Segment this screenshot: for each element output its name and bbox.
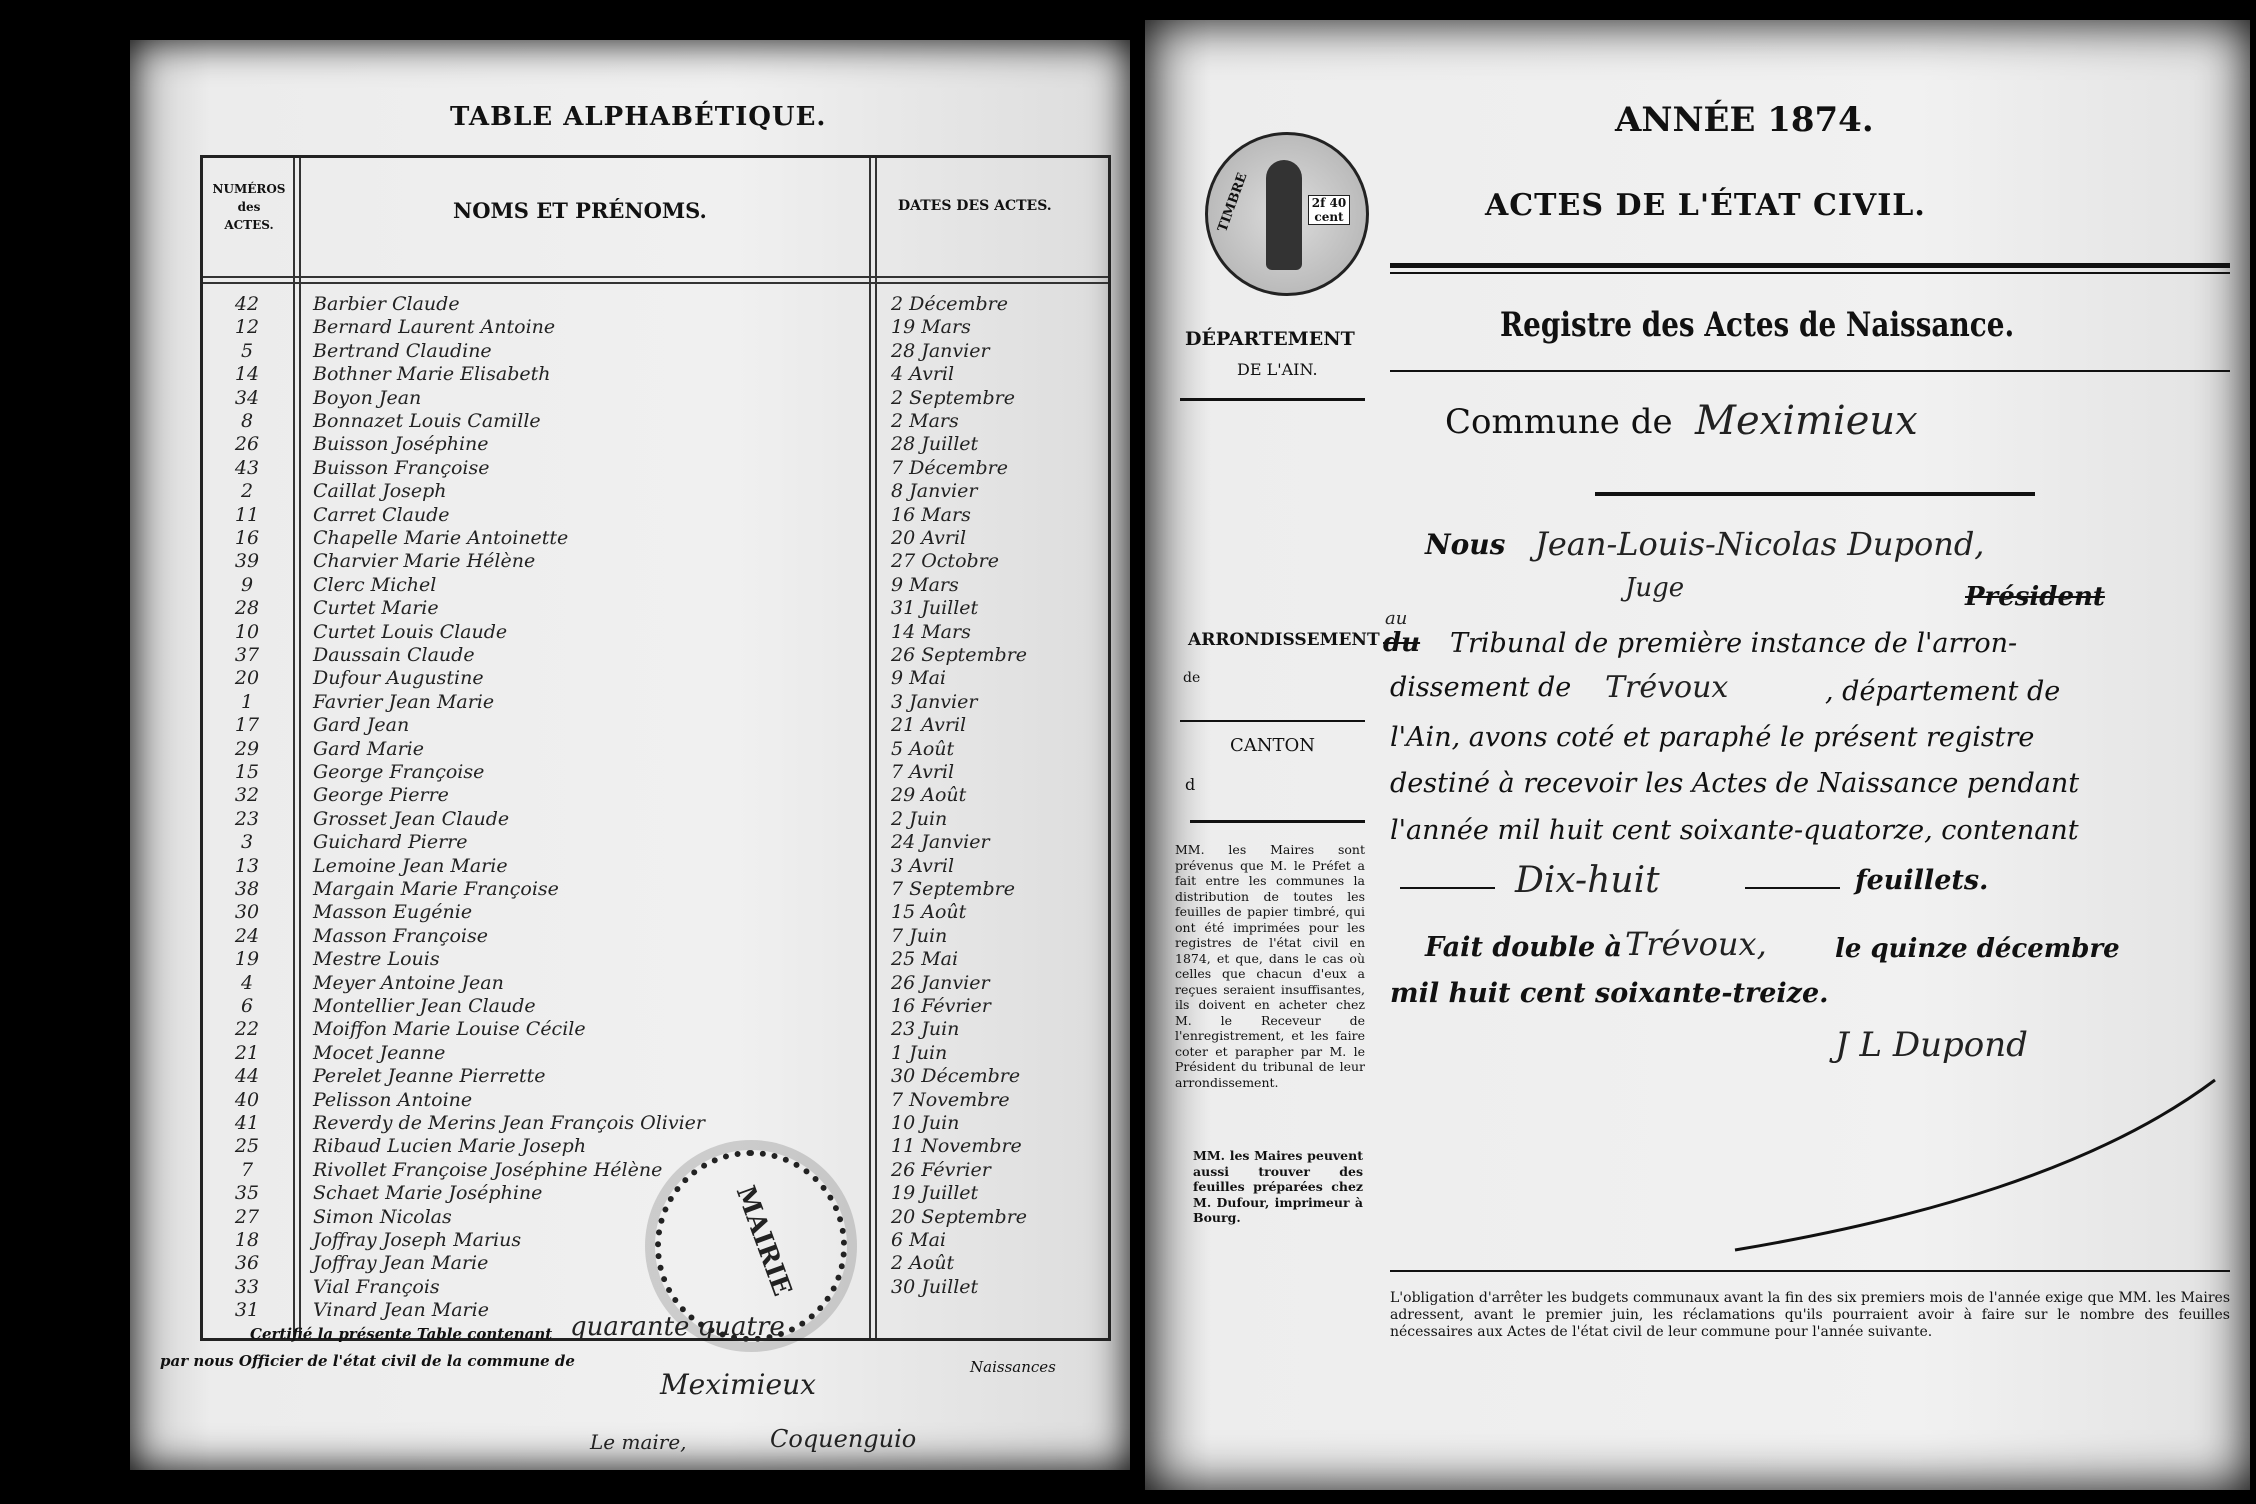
signature-flourish: [1715, 1060, 2235, 1260]
table-row: [203, 1018, 1108, 1043]
act-number: 12: [234, 316, 260, 339]
act-number: 36: [234, 1252, 260, 1275]
person-name: Rivollet Françoise Joséphine Hélène: [313, 1158, 663, 1181]
act-number: 31: [234, 1299, 260, 1322]
person-name: Curtet Marie: [313, 597, 439, 620]
line-ain: l'Ain, avons coté et paraphé le présent registre: [1390, 722, 2035, 753]
bottom-note: L'obligation d'arrêter les budgets communaux avant la fin des six premiers mois de l'année exige que MM. les Maires adressent, avant le premier juin, les réclamations qu'ils pourraient avoir à faire sur le nombre des feuilles nécessaires aux Actes de l'état civil de leur commune pour l'année suivante.: [1390, 1290, 2230, 1340]
person-name: Mocet Jeanne: [313, 1041, 446, 1064]
timbre-value: 2f 40 cent: [1308, 195, 1350, 225]
act-date: 3 Avril: [891, 854, 955, 877]
dix-huit-handwritten: Dix-huit: [1515, 860, 1660, 901]
table-row: [203, 855, 1108, 880]
act-date: 9 Mars: [891, 573, 959, 596]
act-number: 18: [234, 1229, 260, 1251]
act-number: 33: [234, 1275, 260, 1298]
act-date: 7 Décembre: [891, 456, 1008, 479]
table-row: [203, 1276, 1108, 1301]
de-l-ain-label: DE L'AIN.: [1237, 360, 1318, 379]
act-date: 26 Septembre: [891, 644, 1028, 666]
act-date: 20 Avril: [891, 527, 967, 549]
table-row: [203, 1042, 1108, 1067]
table-row: [203, 363, 1108, 388]
act-number: 42: [234, 293, 260, 315]
act-number: 7: [240, 1158, 254, 1181]
person-name: Schaet Marie Joséphine: [313, 1182, 543, 1205]
person-name: Margain Marie Françoise: [313, 878, 559, 900]
act-number: 15: [234, 761, 260, 783]
act-date: 5 Août: [891, 737, 955, 760]
table-rows: [203, 293, 1108, 1333]
act-date: 28 Janvier: [891, 339, 990, 362]
table-row: [203, 1206, 1108, 1231]
act-date: 8 Janvier: [891, 480, 978, 503]
act-number: 24: [234, 924, 260, 947]
nous-label: Nous: [1425, 528, 1506, 561]
person-name: Moiffon Marie Louise Cécile: [313, 1018, 586, 1041]
commune-handwritten: Meximieux: [660, 1368, 816, 1401]
feuillets-label: feuillets.: [1855, 865, 1989, 896]
act-number: 21: [234, 1041, 260, 1064]
act-date: 26 Février: [891, 1158, 991, 1181]
justice-figure-icon: [1266, 160, 1302, 270]
act-date: 25 Mai: [891, 948, 959, 971]
act-number: 20: [234, 667, 260, 690]
act-date: 11 Novembre: [891, 1135, 1022, 1158]
person-name: Montellier Jean Claude: [313, 995, 536, 1017]
person-name: Buisson Françoise: [313, 456, 490, 479]
person-name: George Pierre: [313, 784, 449, 807]
president-struck: Président: [1965, 582, 2105, 612]
act-number: 14: [234, 363, 260, 386]
stamp-text: MAIRIE: [729, 1181, 798, 1301]
act-date: 27 Octobre: [891, 550, 999, 573]
act-number: 10: [234, 620, 260, 643]
header-names: NOMS ET PRÉNOMS.: [453, 198, 707, 223]
table-row: [203, 1089, 1108, 1114]
table-row: [203, 550, 1108, 575]
header-dates: DATES DES ACTES.: [898, 198, 1052, 214]
act-number: 39: [234, 550, 260, 573]
act-date: 2 Août: [891, 1252, 955, 1275]
act-date: 7 Juin: [891, 924, 948, 947]
act-number: 28: [234, 597, 260, 620]
fait-double: Fait double à: [1425, 932, 1623, 963]
table-row: [203, 901, 1108, 926]
person-name: Guichard Pierre: [313, 831, 468, 854]
line-destine: destiné à recevoir les Actes de Naissance pendant: [1390, 768, 2080, 799]
act-date: 2 Juin: [891, 807, 948, 830]
juge-handwritten: Juge: [1625, 573, 1685, 603]
right-page: [1145, 20, 2250, 1490]
act-number: 4: [240, 971, 254, 994]
act-number: 30: [234, 901, 260, 924]
commune-label: Commune de: [1445, 402, 1673, 442]
canton-label: CANTON: [1230, 735, 1316, 756]
header-numbers: NUMÉROS des ACTES.: [212, 182, 286, 232]
table-row: [203, 714, 1108, 739]
act-date: 3 Janvier: [891, 690, 978, 713]
table-row: [203, 972, 1108, 997]
act-number: 13: [234, 854, 260, 877]
person-name: Charvier Marie Hélène: [313, 550, 536, 573]
act-number: 11: [234, 503, 260, 526]
act-date: 20 Septembre: [891, 1205, 1028, 1228]
act-number: 2: [240, 480, 254, 503]
act-date: 10 Juin: [891, 1112, 960, 1134]
table-row: [203, 644, 1108, 669]
act-number: 19: [234, 948, 260, 971]
person-name: Vinard Jean Marie: [313, 1299, 489, 1322]
act-date: 30 Juillet: [891, 1275, 979, 1298]
act-date: 16 Février: [891, 995, 991, 1017]
alphabetical-table: [200, 155, 1111, 1341]
line-annee: l'année mil huit cent soixante-quatorze, contenant: [1390, 815, 2079, 846]
table-row: [203, 925, 1108, 950]
act-date: 6 Mai: [891, 1229, 946, 1251]
year: ANNÉE 1874.: [1615, 100, 1874, 140]
table-row: [203, 527, 1108, 552]
table-row: [203, 995, 1108, 1020]
person-name: Chapelle Marie Antoinette: [313, 527, 569, 549]
quinze-decembre: le quinze décembre: [1835, 934, 2120, 964]
person-name: Bonnazet Louis Camille: [313, 410, 541, 432]
table-row: [203, 1159, 1108, 1184]
person-name: Grosset Jean Claude: [313, 807, 510, 830]
person-name: Bertrand Claudine: [313, 339, 492, 362]
table-row: [203, 293, 1108, 318]
person-name: Masson Eugénie: [313, 901, 473, 924]
trevoux-handwritten: Trévoux: [1605, 670, 1729, 705]
table-row: [203, 504, 1108, 529]
act-date: 7 Novembre: [891, 1088, 1010, 1111]
act-date: 2 Septembre: [891, 386, 1015, 409]
trevoux-2-handwritten: Trévoux,: [1625, 925, 1767, 963]
person-name: Daussain Claude: [313, 644, 475, 666]
actes-title: ACTES DE L'ÉTAT CIVIL.: [1485, 188, 1926, 223]
person-name: Dufour Augustine: [313, 667, 484, 690]
act-date: 9 Mai: [891, 667, 946, 690]
act-number: 34: [234, 386, 260, 409]
departement-label: DÉPARTEMENT: [1185, 328, 1355, 350]
act-date: 2 Mars: [891, 410, 959, 432]
arrondissement-de: de: [1183, 670, 1201, 686]
act-number: 25: [234, 1135, 260, 1158]
act-date: 7 Avril: [891, 761, 955, 783]
au-handwritten: au: [1385, 608, 1408, 629]
person-name: Perelet Jeanne Pierrette: [313, 1065, 546, 1088]
registre-title: Registre des Actes de Naissance.: [1500, 305, 2015, 345]
table-row: [203, 433, 1108, 458]
table-row: [203, 574, 1108, 599]
person-name: Masson Françoise: [313, 924, 488, 947]
person-name: Gard Marie: [313, 737, 424, 760]
signature-dupond: J L Dupond: [1835, 1025, 2028, 1065]
person-name: Pelisson Antoine: [313, 1088, 473, 1111]
act-number: 17: [234, 714, 260, 737]
table-row: [203, 1065, 1108, 1090]
act-date: 28 Juillet: [891, 433, 979, 456]
note-dufour: MM. les Maires peuvent aussi trouver des feuilles préparées chez M. Dufour, imprimeur à Bourg.: [1193, 1148, 1363, 1225]
person-name: Meyer Antoine Jean: [313, 971, 504, 994]
table-row: [203, 410, 1108, 435]
act-number: 38: [234, 878, 260, 900]
person-name: Reverdy de Merins Jean François Olivier: [313, 1112, 705, 1134]
table-row: [203, 878, 1108, 903]
mil-huit: mil huit cent soixante-treize.: [1390, 978, 1829, 1009]
naissances-label: Naissances: [970, 1358, 1056, 1376]
act-number: 29: [234, 737, 260, 760]
table-row: [203, 1112, 1108, 1137]
person-name: Gard Jean: [313, 714, 410, 737]
act-date: 1 Juin: [891, 1041, 948, 1064]
line-tribunal: Tribunal de première instance de l'arron-: [1450, 628, 2018, 659]
table-row: [203, 1135, 1108, 1160]
table-row: [203, 316, 1108, 341]
person-name: Joffray Jean Marie: [313, 1252, 489, 1275]
person-name: Lemoine Jean Marie: [313, 854, 508, 877]
act-date: 14 Mars: [891, 620, 971, 643]
act-number: 41: [234, 1112, 260, 1134]
table-row: [203, 691, 1108, 716]
person-name: Mestre Louis: [313, 948, 440, 971]
table-row: [203, 387, 1108, 412]
act-number: 32: [234, 784, 260, 807]
table-row: [203, 667, 1108, 692]
du-struck: du: [1383, 628, 1421, 658]
table-row: [203, 457, 1108, 482]
act-date: 7 Septembre: [891, 878, 1015, 900]
person-name: Bernard Laurent Antoine: [313, 316, 556, 339]
person-name: Buisson Joséphine: [313, 433, 489, 456]
act-number: 5: [240, 339, 254, 362]
arrondissement-label: ARRONDISSEMENT: [1188, 630, 1380, 650]
person-name: Simon Nicolas: [313, 1205, 452, 1228]
left-page: [130, 40, 1130, 1470]
act-date: 31 Juillet: [891, 597, 979, 620]
table-row: [203, 621, 1108, 646]
signature-left: Coquenguio: [770, 1425, 917, 1453]
person-name: Joffray Joseph Marius: [313, 1229, 522, 1251]
act-number: 1: [240, 690, 254, 713]
act-number: 43: [234, 456, 260, 479]
person-name: Caillat Joseph: [313, 480, 447, 503]
table-title: TABLE ALPHABÉTIQUE.: [450, 102, 827, 132]
act-date: 19 Mars: [891, 316, 971, 339]
person-name: George Françoise: [313, 761, 485, 783]
act-number: 3: [240, 831, 254, 854]
act-number: 9: [240, 573, 254, 596]
act-number: 23: [234, 807, 260, 830]
act-date: 16 Mars: [891, 503, 971, 526]
person-name: Bothner Marie Elisabeth: [313, 363, 551, 386]
act-number: 35: [234, 1182, 260, 1205]
act-date: 2 Décembre: [891, 293, 1008, 315]
table-row: [203, 761, 1108, 786]
act-number: 26: [234, 433, 260, 456]
act-date: 4 Avril: [891, 363, 955, 386]
timbre-label: TIMBRE: [1215, 170, 1251, 235]
act-date: 15 Août: [891, 901, 967, 924]
act-date: 24 Janvier: [891, 831, 990, 854]
dissement-de: dissement de: [1390, 672, 1572, 703]
person-name: Clerc Michel: [313, 573, 437, 596]
canton-d: d: [1185, 775, 1196, 794]
act-number: 22: [234, 1018, 260, 1041]
table-row: [203, 948, 1108, 973]
person-name: Curtet Louis Claude: [313, 620, 508, 643]
act-date: 19 Juillet: [891, 1182, 979, 1205]
person-name: Boyon Jean: [313, 386, 422, 409]
commune-value: Meximieux: [1695, 398, 1918, 444]
table-row: [203, 831, 1108, 856]
count-handwritten: quarante quatre: [570, 1312, 785, 1342]
person-name: Carret Claude: [313, 503, 450, 526]
certify-line-1: Certifié la présente Table contenant: [250, 1325, 553, 1343]
nous-name: Jean-Louis-Nicolas Dupond,: [1535, 525, 1985, 563]
act-number: 16: [234, 527, 260, 549]
act-number: 6: [240, 995, 254, 1017]
timbre-stamp-icon: [1205, 132, 1369, 296]
table-row: [203, 340, 1108, 365]
note-maires: MM. les Maires sont prévenus que M. le Préfet a fait entre les communes la distribution de toutes les feuilles de papier timbré, qui ont été imprimées pour les registres de l'état civil en 1874, et que, dans le cas où celles que chacun d'eux a reçues seraient insuffisantes, ils doivent en acheter chez M. le Receveur de l'enregistrement, et les faire coter et parapher par M. le Président du tribunal de leur arrondissement.: [1175, 842, 1365, 1090]
table-row: [203, 480, 1108, 505]
act-number: 8: [240, 410, 254, 432]
maire-handwritten: Le maire,: [590, 1430, 687, 1454]
person-name: Barbier Claude: [313, 293, 460, 315]
act-number: 37: [234, 644, 260, 666]
table-row: [203, 1182, 1108, 1207]
act-date: 26 Janvier: [891, 971, 990, 994]
table-row: [203, 738, 1108, 763]
table-row: [203, 784, 1108, 809]
departement-de: , département de: [1825, 676, 2061, 707]
table-row: [203, 597, 1108, 622]
act-number: 44: [234, 1065, 260, 1088]
person-name: Favrier Jean Marie: [313, 690, 495, 713]
act-number: 40: [234, 1088, 260, 1111]
act-date: 23 Juin: [891, 1018, 960, 1041]
act-number: 27: [234, 1205, 260, 1228]
table-row: [203, 808, 1108, 833]
act-date: 29 Août: [891, 784, 967, 807]
person-name: Ribaud Lucien Marie Joseph: [313, 1135, 587, 1158]
act-date: 21 Avril: [891, 714, 967, 737]
act-date: 30 Décembre: [891, 1065, 1021, 1088]
certify-line-2: par nous Officier de l'état civil de la commune de: [160, 1352, 575, 1370]
person-name: Vial François: [313, 1275, 440, 1298]
